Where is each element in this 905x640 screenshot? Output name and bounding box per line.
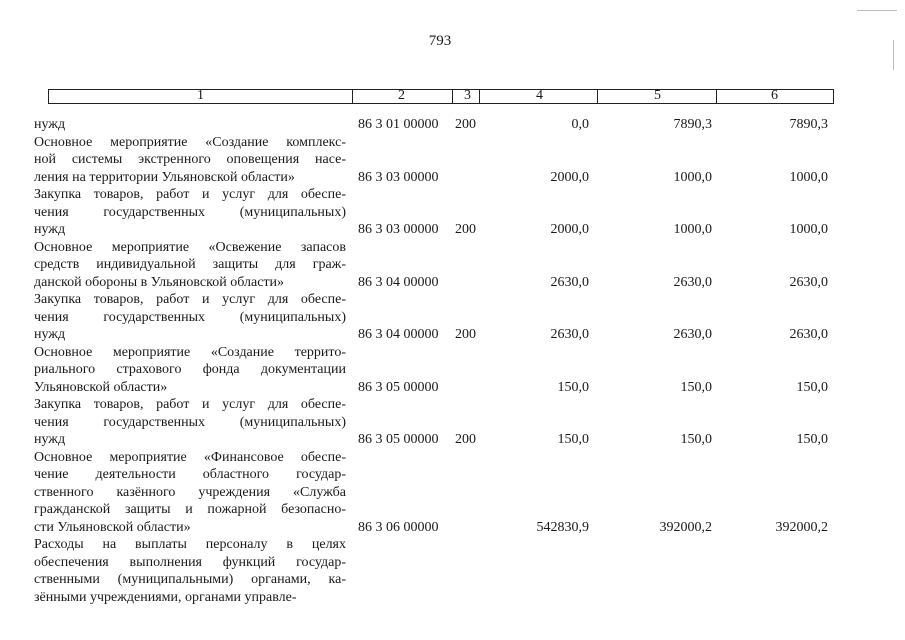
table-row — [34, 134, 834, 187]
row-value-2024: 2630,0 — [673, 274, 712, 290]
row-value-2024: 1000,0 — [673, 222, 712, 237]
row-value-2025: 7890,3 — [789, 117, 828, 132]
description-line: ления на территории Ульяновской области» — [34, 169, 295, 185]
column-divider — [479, 89, 480, 104]
row-value-2025: 2630,0 — [789, 274, 828, 290]
table-row — [34, 449, 834, 537]
row-code: 86 3 04 00000 — [358, 274, 439, 290]
description-line: средств индивидуальной защиты для граж- — [34, 257, 346, 272]
table-row — [34, 116, 834, 134]
row-value-2024: 1000,0 — [673, 169, 712, 185]
page-number: 793 — [428, 33, 452, 49]
table-row — [34, 291, 834, 344]
row-description — [34, 239, 346, 292]
description-line: Закупка товаров, работ и услуг для обеспе- — [34, 397, 346, 412]
row-code: 86 3 05 00000 — [358, 379, 439, 395]
table-header-row — [48, 89, 834, 104]
row-description — [34, 449, 346, 537]
column-divider — [352, 89, 353, 104]
description-line: Основное мероприятие «Освежение запасов — [34, 239, 346, 255]
row-code: 86 3 05 00000 — [358, 432, 439, 447]
row-code: 86 3 04 00000 — [358, 327, 439, 342]
description-line: Закупка товаров, работ и услуг для обеспе- — [34, 292, 346, 307]
row-value-2023: 2630,0 — [550, 327, 589, 342]
description-line: Ульяновской области» — [34, 379, 168, 395]
header-col-4: 4 — [536, 88, 543, 103]
description-line: нужд — [34, 327, 66, 342]
header-col-1: 1 — [197, 88, 204, 103]
description-line: ственными (муниципальными) органами, ка- — [34, 572, 346, 587]
row-value-2023: 2000,0 — [550, 169, 589, 185]
row-expense-type: 200 — [455, 117, 476, 132]
row-value-2023: 2000,0 — [550, 222, 589, 237]
row-description — [34, 116, 346, 134]
row-value-2025: 150,0 — [796, 379, 828, 395]
row-description — [34, 291, 346, 344]
table-row — [34, 239, 834, 292]
row-value-2023: 542830,9 — [536, 519, 589, 535]
row-expense-type: 200 — [455, 222, 476, 237]
description-line: зёнными учреждениями, органами управле- — [34, 589, 297, 605]
row-description — [34, 396, 346, 449]
header-col-3: 3 — [464, 88, 471, 103]
row-code: 86 3 03 00000 — [358, 169, 439, 185]
description-line: Расходы на выплаты персоналу в целях — [34, 537, 346, 552]
row-code: 86 3 01 00000 — [358, 117, 439, 132]
row-description — [34, 134, 346, 187]
row-value-2023: 0,0 — [571, 117, 589, 132]
table-row — [34, 186, 834, 239]
row-value-2025: 1000,0 — [789, 169, 828, 185]
header-col-2: 2 — [398, 88, 405, 103]
row-value-2025: 1000,0 — [789, 222, 828, 237]
header-col-5: 5 — [654, 88, 661, 103]
description-line: нужд — [34, 117, 66, 132]
description-line: Закупка товаров, работ и услуг для обеспе- — [34, 187, 346, 202]
row-code: 86 3 03 00000 — [358, 222, 439, 237]
scan-artifact — [893, 40, 894, 70]
description-line: Основное мероприятие «Создание террито- — [34, 344, 346, 360]
row-expense-type: 200 — [455, 432, 476, 447]
table-row — [34, 344, 834, 397]
description-line: сти Ульяновской области» — [34, 519, 191, 535]
description-line: чения государственных (муниципальных) — [34, 204, 346, 220]
column-divider — [452, 89, 453, 104]
row-value-2023: 2630,0 — [550, 274, 589, 290]
description-line: гражданской защиты и пожарной безопасно- — [34, 502, 346, 517]
budget-table — [34, 88, 834, 605]
row-value-2024: 392000,2 — [659, 519, 712, 535]
row-value-2025: 2630,0 — [789, 327, 828, 342]
row-description — [34, 186, 346, 239]
row-description — [34, 536, 346, 606]
description-line: данской обороны в Ульяновской области» — [34, 274, 285, 290]
column-divider — [597, 89, 598, 104]
row-value-2023: 150,0 — [557, 432, 589, 447]
description-line: ной системы экстренного оповещения насе- — [34, 152, 346, 167]
row-value-2025: 150,0 — [796, 432, 828, 447]
scan-artifact — [857, 10, 897, 11]
row-value-2024: 150,0 — [680, 379, 712, 395]
row-code: 86 3 06 00000 — [358, 519, 439, 535]
row-value-2024: 2630,0 — [673, 327, 712, 342]
row-value-2025: 392000,2 — [775, 519, 828, 535]
description-line: нужд — [34, 432, 66, 447]
column-divider — [716, 89, 717, 104]
row-value-2023: 150,0 — [557, 379, 589, 395]
description-line: чение деятельности областного государ- — [34, 467, 346, 482]
table-row — [34, 396, 834, 449]
description-line: риального страхового фонда документации — [34, 362, 346, 377]
row-value-2024: 150,0 — [680, 432, 712, 447]
row-expense-type: 200 — [455, 327, 476, 342]
description-line: нужд — [34, 222, 66, 237]
description-line: ственного казённого учреждения «Служба — [34, 484, 346, 500]
table-row — [34, 536, 834, 606]
description-line: Основное мероприятие «Создание комплекс- — [34, 134, 346, 150]
row-description — [34, 344, 346, 397]
row-value-2024: 7890,3 — [673, 117, 712, 132]
description-line: чения государственных (муниципальных) — [34, 309, 346, 325]
description-line: чения государственных (муниципальных) — [34, 414, 346, 430]
description-line: обеспечения выполнения функций государ- — [34, 554, 346, 570]
description-line: Основное мероприятие «Финансовое обеспе- — [34, 449, 346, 465]
header-col-6: 6 — [771, 88, 778, 103]
